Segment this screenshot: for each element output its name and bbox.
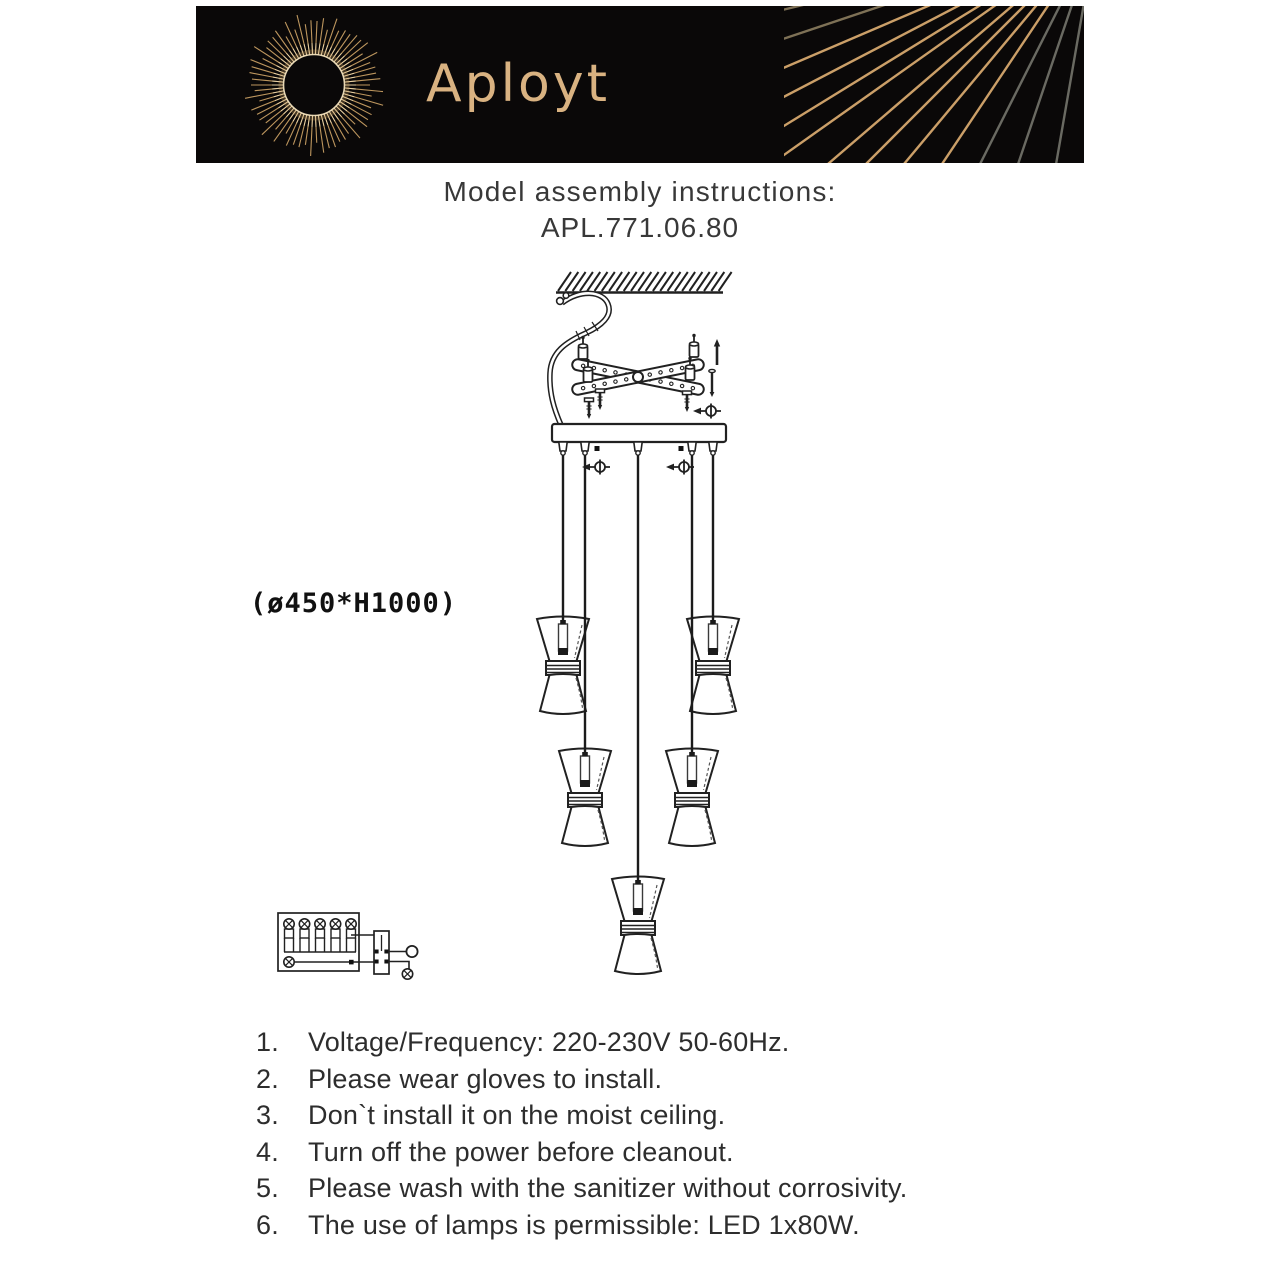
model-number: APL.771.06.80: [540, 212, 740, 243]
list-item: [256, 1024, 1096, 1061]
lamp-terminal-icon: [406, 946, 417, 957]
page-title: Model assembly instructions:: [443, 176, 837, 207]
list-item: [256, 1097, 1096, 1134]
list-item-number: 5.: [256, 1173, 279, 1203]
screw-icon: [585, 398, 594, 419]
list-item-text: Please wear gloves to install.: [308, 1063, 663, 1094]
list-item: [256, 1207, 1096, 1244]
list-item: [256, 1061, 1096, 1098]
list-item-text: Please wash with the sanitizer without corrosivity.: [308, 1173, 908, 1203]
list-item-text: Don`t install it on the moist ceiling.: [308, 1100, 726, 1130]
pendant-shade: [687, 617, 739, 715]
list-item-number: 4.: [256, 1136, 279, 1167]
terminal-screw-icon: [402, 969, 412, 979]
screw-rotation-icon: [666, 460, 694, 475]
corner-rays-decoration: [784, 6, 1084, 163]
screw-icon: [683, 391, 692, 412]
wiring-diagram: [278, 913, 418, 979]
screw-icon: [714, 339, 720, 365]
list-item-text: Turn off the power before cleanout.: [308, 1136, 734, 1167]
list-item: [256, 1134, 1096, 1171]
screw-icon: [596, 389, 605, 410]
screw-dot: [595, 446, 600, 451]
pendant-shade: [559, 749, 611, 847]
list-item-number: 6.: [256, 1209, 279, 1240]
mounting-cross-bracket: [571, 334, 721, 419]
ceiling-hatch: [558, 272, 732, 291]
screw-rotation-icon: [693, 404, 721, 419]
list-item-number: 3.: [256, 1100, 279, 1130]
list-item-text: Voltage/Frequency: 220-230V 50-60Hz.: [308, 1027, 790, 1057]
brand-wordmark: Aployt: [426, 54, 611, 114]
assembly-diagram: [250, 258, 840, 1008]
screw-icon: [709, 369, 715, 397]
sunburst-center: [284, 55, 344, 115]
list-item-number: 1.: [256, 1027, 279, 1057]
instruction-list: [256, 1024, 1096, 1243]
canopy-plate: [552, 424, 726, 455]
screw-dot: [679, 446, 684, 451]
pendant-shade: [612, 877, 664, 975]
sunburst-logo-icon: [232, 6, 396, 163]
dimension-label: (ø450*H1000): [250, 588, 458, 619]
list-item: [256, 1170, 1096, 1207]
brand-banner: [196, 6, 1084, 163]
pendant-shade: [666, 749, 718, 847]
list-item-number: 2.: [256, 1063, 279, 1094]
standoff-post: [690, 334, 699, 357]
pendant-shade: [537, 617, 589, 715]
terminal-screw-icon: [284, 957, 294, 967]
list-item-text: The use of lamps is permissible: LED 1x80W.: [308, 1209, 860, 1240]
